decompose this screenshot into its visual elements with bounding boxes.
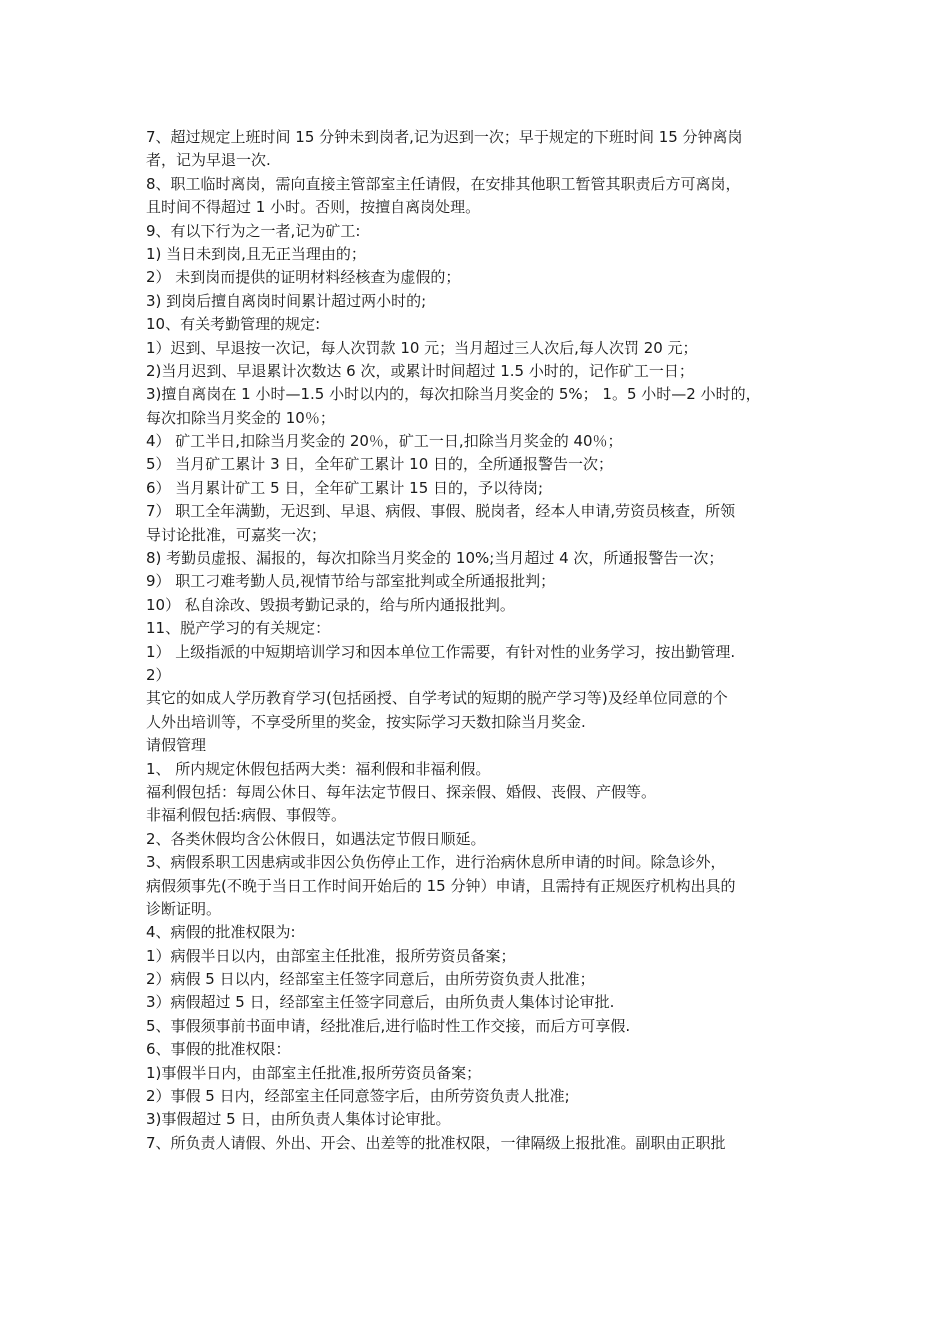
text-line: 3) 到岗后擅自离岗时间累计超过两小时的;	[146, 291, 427, 310]
text-line: 福利假包括：每周公休日、每年法定节假日、探亲假、婚假、丧假、产假等。	[146, 782, 657, 801]
text-line: 且时间不得超过 1 小时。否则，按擅自离岗处理。	[146, 198, 481, 217]
text-line: 导讨论批准，可嘉奖一次；	[146, 525, 327, 544]
text-line: 11、脱产学习的有关规定：	[146, 619, 331, 638]
text-line: 8) 考勤员虚报、漏报的，每次扣除当月奖金的 10%;当月超过 4 次，所通报警告一次；	[146, 549, 724, 568]
document-body	[146, 126, 806, 1155]
text-line: 2)当月迟到、早退累计次数达 6 次，或累计时间超过 1.5 小时的，记作矿工一日；	[146, 361, 694, 380]
text-line: 3）病假超过 5 日，经部室主任签字同意后，由所负责人集体讨论审批.	[146, 993, 615, 1012]
text-line: 2） 未到岗而提供的证明材料经核查为虚假的；	[146, 268, 461, 287]
text-line: 9） 职工刁难考勤人员,视情节给与部室批判或全所通报批判；	[146, 572, 556, 591]
text-line: 6） 当月累计矿工 5 日，全年矿工累计 15 日的，予以待岗;	[146, 478, 544, 497]
text-line: 7、超过规定上班时间 15 分钟未到岗者,记为迟到一次；早于规定的下班时间 15 分钟离岗	[146, 128, 743, 146]
text-line: 1） 上级指派的中短期培训学习和因本单位工作需要，有针对性的业务学习，按出勤管理.	[146, 642, 736, 661]
text-line: 6、事假的批准权限：	[146, 1040, 291, 1059]
text-line: 1）病假半日以内，由部室主任批准，报所劳资员备案；	[146, 946, 516, 965]
text-line: 3)事假超过 5 日，由所负责人集体讨论审批。	[146, 1110, 451, 1129]
text-line: 2、各类休假均含公休假日，如遇法定节假日顺延。	[146, 829, 486, 848]
text-line: 人外出培训等，不享受所里的奖金，按实际学习天数扣除当月奖金.	[146, 712, 586, 731]
text-line: 10、有关考勤管理的规定:	[146, 315, 321, 334]
text-line: 3)擅自离岗在 1 小时—1.5 小时以内的，每次扣除当月奖金的 5%； 1。5 小时—2 小时的，	[146, 385, 761, 404]
text-line: 4、病假的批准权限为:	[146, 923, 296, 942]
text-line: 7、所负责人请假、外出、开会、出差等的批准权限，一律隔级上报批准。副职由正职批	[146, 1133, 726, 1152]
text-line: 5、事假须事前书面申请，经批准后,进行临时性工作交接，而后方可享假.	[146, 1016, 631, 1035]
text-line: 4） 矿工半日,扣除当月奖金的 20％，矿工一日,扣除当月奖金的 40％；	[146, 432, 623, 451]
text-line: 3、病假系职工因患病或非因公负伤停止工作，进行治病休息所申请的时间。除急诊外，	[146, 853, 726, 872]
text-line: 1) 当日未到岗,且无正当理由的；	[146, 244, 366, 263]
text-line: 1、 所内规定休假包括两大类：福利假和非福利假。	[146, 759, 491, 778]
text-line: 其它的如成人学历教育学习(包括函授、自学考试的短期的脱产学习等)及经单位同意的个	[146, 689, 728, 708]
text-line: 1）迟到、早退按一次记，每人次罚款 10 元；当月超过三人次后,每人次罚 20 元；	[146, 338, 698, 357]
section-heading: 请假管理	[146, 736, 207, 755]
text-line: 诊断证明。	[146, 899, 222, 918]
text-line: 1)事假半日内，由部室主任批准,报所劳资员备案；	[146, 1063, 482, 1082]
text-line: 10） 私自涂改、毁损考勤记录的，给与所内通报批判。	[146, 595, 515, 614]
text-line: 9、有以下行为之一者,记为矿工:	[146, 221, 361, 240]
text-line: 非福利假包括:病假、事假等。	[146, 806, 347, 825]
text-line: 5） 当月矿工累计 3 日，全年矿工累计 10 日的，全所通报警告一次；	[146, 455, 614, 474]
text-line: 2）病假 5 日以内，经部室主任签字同意后，由所劳资负责人批准；	[146, 970, 595, 989]
text-line: 者，记为早退一次.	[146, 151, 271, 170]
text-line: 病假须事先(不晚于当日工作时间开始后的 15 分钟）申请，且需持有正规医疗机构出具的	[146, 876, 736, 895]
text-line: 每次扣除当月奖金的 10％；	[146, 408, 335, 427]
text-line: 7） 职工全年满勤，无迟到、早退、病假、事假、脱岗者，经本人申请,劳资员核查，所领	[146, 502, 736, 521]
text-line: 8、职工临时离岗，需向直接主管部室主任请假，在安排其他职工暂管其职责后方可离岗，	[146, 174, 741, 193]
text-line: 2）	[146, 665, 171, 684]
text-line: 2）事假 5 日内，经部室主任同意签字后，由所劳资负责人批准;	[146, 1087, 570, 1106]
